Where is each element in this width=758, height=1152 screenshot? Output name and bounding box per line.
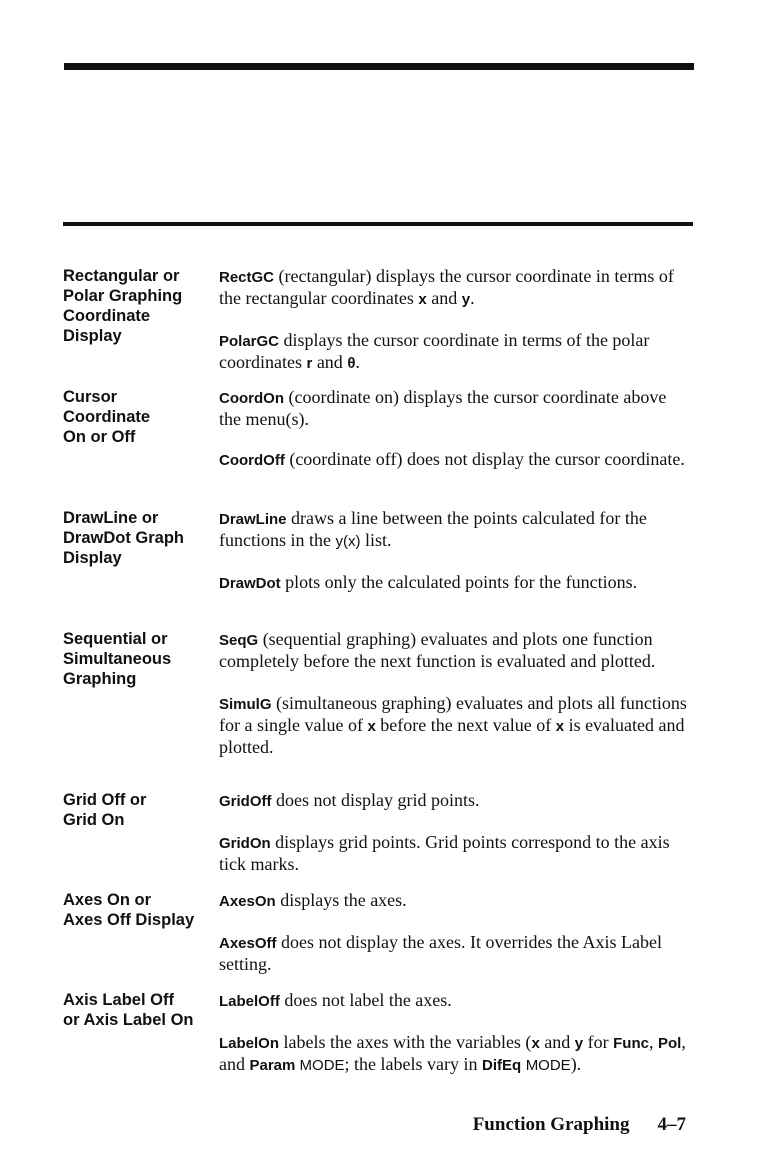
paragraph: SeqG (sequential graphing) evaluates and plots one function completely before the next function is evaluated and plotted. [219, 629, 656, 671]
section-heading: DrawLine or DrawDot Graph Display [63, 509, 185, 567]
paragraph: RectGC (rectangular) displays the cursor coordinate in terms of the rectangular coordinates x and y. [219, 266, 674, 308]
section-heading: Axes On or Axes Off Display [63, 891, 195, 929]
paragraph: GridOff does not display grid points. [219, 790, 480, 810]
section-description [219, 629, 689, 777]
paragraph: LabelOff does not label the axes. [219, 990, 452, 1010]
top-rule [64, 63, 694, 70]
section-description [219, 266, 689, 394]
paragraph: LabelOn labels the axes with the variables (x and y for Func, Pol, and Param MODE; the labels vary in DifEq MODE). [219, 1032, 686, 1074]
section-heading: Sequential or Simultaneous Graphing [63, 630, 172, 688]
keyword: LabelOff [219, 993, 280, 1010]
section-description [219, 790, 689, 894]
keyword: SeqG [219, 632, 259, 649]
page-number: 4–7 [657, 1114, 686, 1135]
section-heading: Axis Label Off or Axis Label On [63, 991, 194, 1029]
section-heading: Cursor Coordinate On or Off [63, 388, 151, 446]
keyword: RectGC [219, 269, 275, 286]
keyword: PolarGC [219, 333, 280, 350]
paragraph: SimulG (simultaneous graphing) evaluates and plots all functions for a single value of x before the next value of x is evaluated and plotted. [219, 693, 687, 757]
paragraph: GridOn displays grid points. Grid points correspond to the axis tick marks. [219, 832, 670, 874]
section-heading: Grid Off or Grid On [63, 791, 147, 829]
section-description [219, 387, 689, 491]
section-description [219, 508, 689, 614]
section-heading: Rectangular or Polar Graphing Coordinate Display [63, 267, 183, 345]
section-rule [63, 222, 693, 226]
chapter-title: Function Graphing [472, 1114, 630, 1135]
section-description [219, 990, 689, 1096]
paragraph: AxesOn displays the axes. [219, 890, 407, 910]
page-footer [473, 1114, 686, 1136]
keyword: SimulG [219, 696, 272, 713]
keyword: GridOn [219, 835, 271, 852]
section-description [219, 890, 689, 994]
keyword: AxesOff [219, 935, 277, 952]
paragraph: DrawLine draws a line between the points calculated for the functions in the y(x) list. [219, 508, 647, 550]
keyword: DrawLine [219, 511, 287, 528]
keyword: AxesOn [219, 893, 276, 910]
keyword: GridOff [219, 793, 272, 810]
paragraph: PolarGC displays the cursor coordinate in terms of the polar coordinates r and θ. [219, 330, 650, 372]
paragraph: AxesOff does not display the axes. It overrides the Axis Label setting. [219, 932, 662, 974]
paragraph: CoordOn (coordinate on) displays the cursor coordinate above the menu(s). [219, 387, 667, 429]
keyword: CoordOn [219, 390, 284, 407]
paragraph: DrawDot plots only the calculated points for the functions. [219, 572, 638, 592]
keyword: CoordOff [219, 452, 285, 469]
keyword: DrawDot [219, 575, 281, 592]
keyword: LabelOn [219, 1035, 280, 1052]
paragraph: CoordOff (coordinate off) does not display the cursor coordinate. [219, 449, 685, 469]
